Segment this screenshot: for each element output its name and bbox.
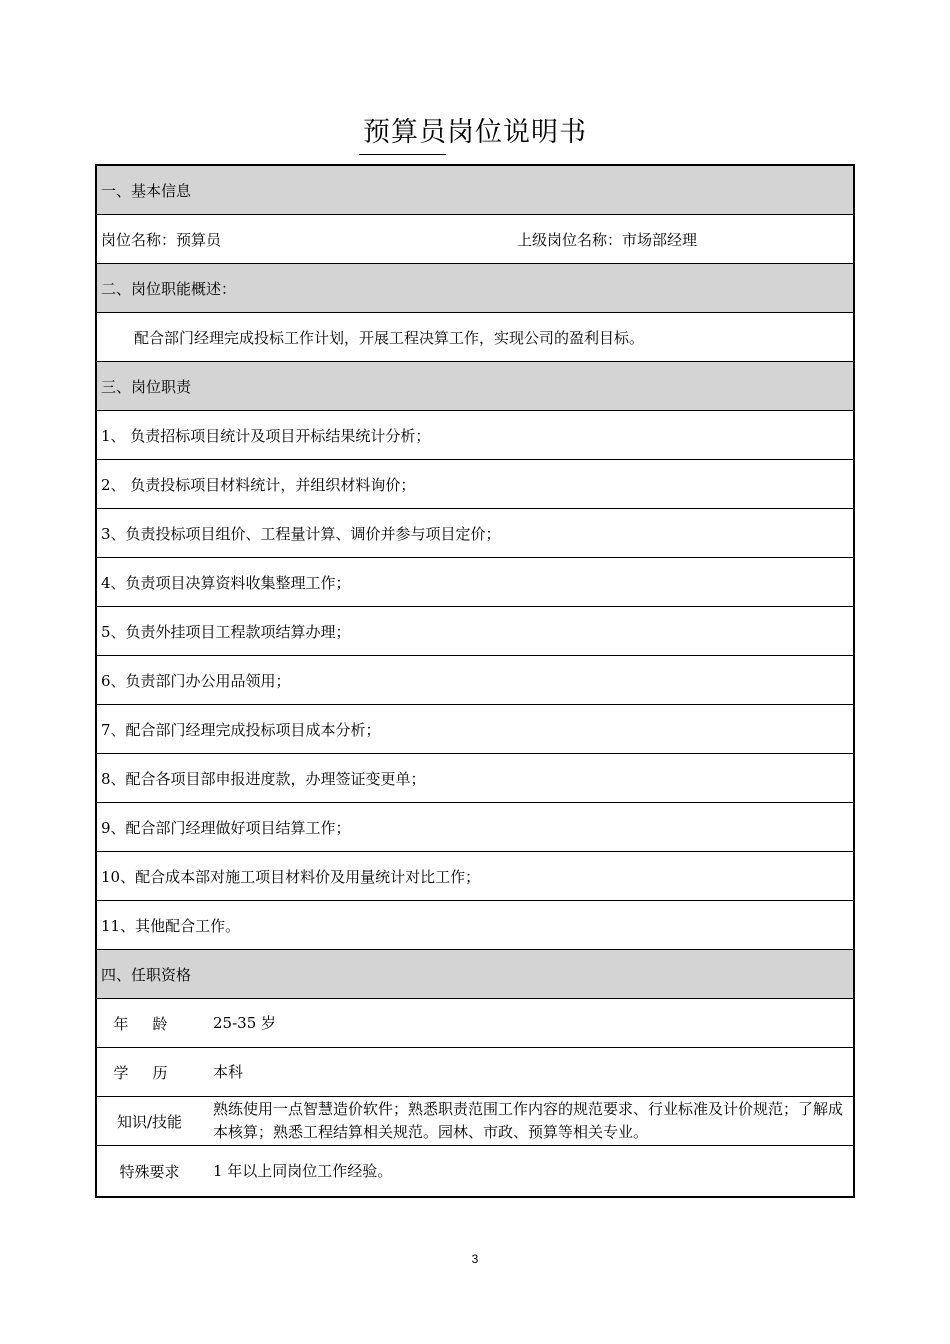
qualification-row-education [97, 1048, 853, 1097]
duty-item: 1、 负责招标项目统计及项目开标结果统计分析； [97, 411, 853, 460]
section-heading-basic-info: 一、基本信息 [97, 166, 853, 215]
qualification-row-skills [97, 1097, 853, 1146]
duty-item: 5、负责外挂项目工程款项结算办理； [97, 607, 853, 656]
qualification-label: 年龄 [113, 1014, 192, 1033]
title-underline [359, 154, 446, 155]
duty-item: 8、配合各项目部申报进度款，办理签证变更单； [97, 754, 853, 803]
duty-item: 6、负责部门办公用品领用； [97, 656, 853, 705]
qualification-label: 特殊要求 [119, 1162, 180, 1181]
qualification-value: 熟练使用一点智慧造价软件；熟悉职责范围工作内容的规范要求、行业标准及计价规范；了解成本核算；熟悉工程结算相关规范。园林、市政、预算等相关专业。 [213, 1100, 844, 1141]
qualification-label: 学历 [113, 1063, 192, 1082]
basic-info-row [97, 215, 853, 264]
duty-item: 9、配合部门经理做好项目结算工作； [97, 803, 853, 852]
qualification-row-age [97, 999, 853, 1048]
section-heading-qualifications: 四、任职资格 [97, 950, 853, 999]
superior-position: 上级岗位名称：市场部经理 [517, 230, 698, 249]
qualification-label: 知识/技能 [116, 1112, 183, 1131]
duty-item: 2、 负责投标项目材料统计，并组织材料询价； [97, 460, 853, 509]
duty-item: 3、负责投标项目组价、工程量计算、调价并参与项目定价； [97, 509, 853, 558]
qualification-value: 1 年以上同岗位工作经验。 [213, 1161, 393, 1180]
duty-item: 4、负责项目决算资料收集整理工作； [97, 558, 853, 607]
qualification-row-special [97, 1146, 853, 1196]
job-description-table [95, 164, 855, 1198]
qualification-value: 25-35 岁 [213, 1013, 277, 1032]
qualification-value: 本科 [213, 1062, 244, 1081]
page-title: 预算员岗位说明书 [363, 117, 587, 148]
duty-item: 11、其他配合工作。 [97, 901, 853, 950]
function-overview-text: 配合部门经理完成投标工作计划，开展工程决算工作，实现公司的盈利目标。 [97, 313, 853, 362]
duty-item: 7、配合部门经理完成投标项目成本分析； [97, 705, 853, 754]
section-heading-duties: 三、岗位职责 [97, 362, 853, 411]
page-number: 3 [471, 1252, 479, 1266]
position-name: 岗位名称：预算员 [101, 230, 222, 249]
section-heading-function-overview: 二、岗位职能概述： [97, 264, 853, 313]
duty-item: 10、配合成本部对施工项目材料价及用量统计对比工作； [97, 852, 853, 901]
